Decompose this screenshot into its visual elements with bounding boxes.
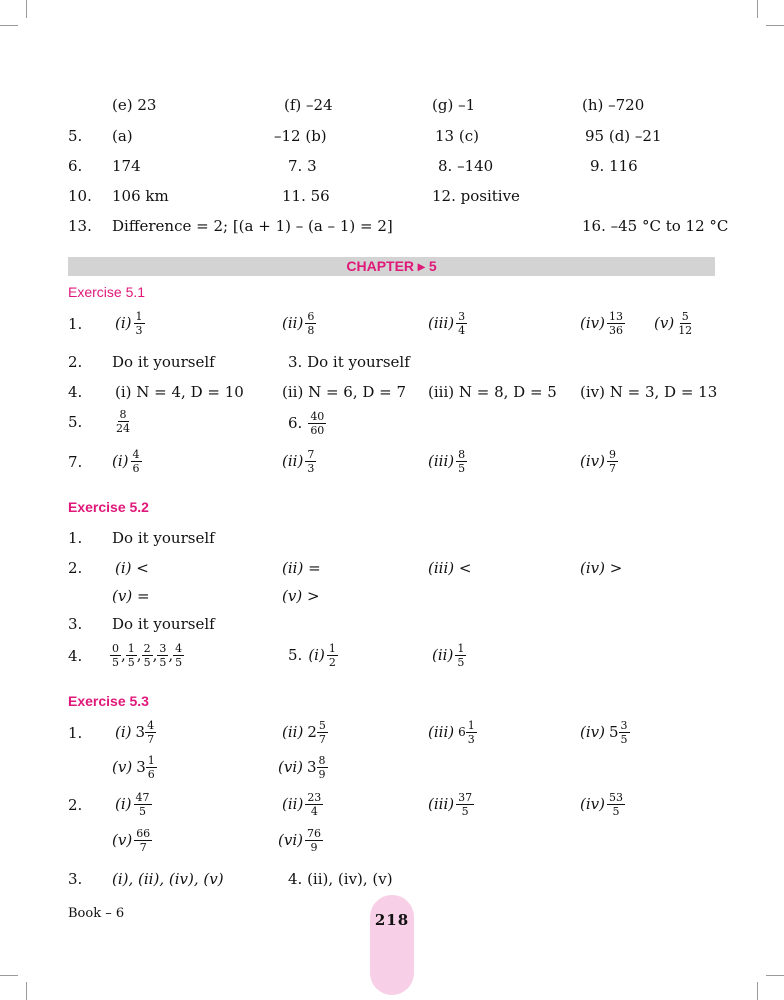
- answer-text: (iv) N = 3, D = 13: [580, 383, 718, 401]
- answer-cell: 174: [112, 157, 141, 175]
- fraction: $\frac{40}{60}$: [310, 409, 325, 437]
- whole-number: 3: [136, 758, 146, 776]
- question-number: 1.: [68, 529, 83, 547]
- part-label: (i): [112, 452, 129, 470]
- question-number: 2.: [68, 353, 83, 371]
- fraction: $\frac{13}{36}$: [608, 309, 623, 337]
- fraction: $\frac{4}{5}$: [175, 641, 183, 669]
- fraction: $\frac{4}{7}$: [147, 718, 155, 746]
- answer-text: (i), (ii), (iv), (v): [112, 870, 224, 888]
- part-label: (i): [308, 646, 325, 664]
- part-label: (iv): [580, 723, 605, 741]
- question-number: 7.: [68, 453, 83, 471]
- part-label: (v): [654, 314, 675, 332]
- book-label: Book – 6: [68, 906, 125, 921]
- fraction: $\frac{1}{6}$: [147, 753, 155, 781]
- fraction: $\frac{23}{4}$: [307, 790, 322, 818]
- part-label: (iv): [580, 314, 605, 332]
- crop-mark-bottom-right-h: [766, 975, 784, 976]
- fraction: $\frac{9}{7}$: [608, 447, 616, 475]
- part-label: (ii): [282, 452, 304, 470]
- question-number: 2.: [68, 796, 83, 814]
- part-label: (iii): [428, 452, 455, 470]
- part-label: (i): [115, 795, 132, 813]
- answer-text: (v) >: [282, 587, 320, 605]
- answer-cell: 9. 116: [590, 157, 638, 175]
- question-number: 5.: [288, 646, 303, 664]
- answer-cell: 95 (d) –21: [585, 127, 662, 145]
- fraction: $\frac{66}{7}$: [136, 826, 151, 854]
- question-number: 6.: [68, 157, 83, 175]
- fraction: $\frac{1}{2}$: [328, 641, 336, 669]
- answer-text: Do it yourself: [112, 615, 215, 633]
- fraction: $\frac{47}{5}$: [135, 790, 150, 818]
- answer-text: (iii) <: [428, 559, 472, 577]
- crop-mark-top-right: [757, 0, 758, 18]
- fraction: $\frac{4}{6}$: [132, 447, 140, 475]
- answer-text: 3. Do it yourself: [288, 353, 410, 371]
- answer-e: (e) 23: [112, 96, 157, 114]
- question-number: 6.: [288, 414, 303, 432]
- fraction: $\frac{3}{4}$: [458, 309, 466, 337]
- part-label: (i): [115, 723, 132, 741]
- part-label: (ii): [282, 314, 304, 332]
- fraction: $\frac{1}{3}$: [467, 718, 475, 746]
- fraction: $\frac{8}{9}$: [318, 753, 326, 781]
- answer-cell: 7. 3: [288, 157, 317, 175]
- question-number: 1.: [68, 724, 83, 742]
- part-label: (v): [112, 831, 133, 849]
- answer-cell: (a): [112, 127, 133, 145]
- question-number: 4.: [68, 647, 83, 665]
- question-number: 10.: [68, 187, 92, 205]
- fraction: $\frac{37}{5}$: [458, 790, 473, 818]
- crop-mark-top-left: [26, 0, 27, 18]
- part-label: (vi): [278, 831, 303, 849]
- exercise-5-2-heading: Exercise 5.2: [68, 499, 149, 515]
- fraction: $\frac{3}{5}$: [620, 718, 628, 746]
- whole-number: 5: [608, 723, 619, 741]
- part-label: (i): [115, 314, 132, 332]
- fraction: $\frac{1}{3}$: [135, 309, 143, 337]
- answer-cell: 106 km: [112, 187, 169, 205]
- answer-text: Do it yourself: [112, 529, 215, 547]
- answer-text: (i) <: [115, 559, 149, 577]
- exercise-5-1-heading: Exercise 5.1: [68, 284, 146, 300]
- answer-text: 4. (ii), (iv), (v): [288, 870, 393, 888]
- part-label: (iii): [428, 723, 455, 741]
- answer-cell: 13 (c): [435, 127, 479, 145]
- fraction: $\frac{5}{7}$: [318, 718, 326, 746]
- ordered-fractions: $\frac{0}{5}$ , $\frac{1}{5}$ , $\frac{2}{5}$ , $\frac{3}{5}$ , $\frac{4}{5}$: [112, 641, 183, 669]
- answer-text: Do it yourself: [112, 353, 215, 371]
- part-label: (iii): [428, 314, 455, 332]
- answer-cell: 11. 56: [282, 187, 330, 205]
- fraction: $\frac{7}{3}$: [307, 447, 315, 475]
- answer-text: (ii) =: [282, 559, 321, 577]
- crop-mark-bottom-left-h: [0, 975, 18, 976]
- chapter-header-bar: [68, 257, 715, 276]
- part-label: (iv): [580, 452, 605, 470]
- fraction: $\frac{5}{12}$: [678, 309, 693, 337]
- whole-number: 3: [306, 758, 317, 776]
- answer-text: (iii) N = 8, D = 5: [428, 383, 557, 401]
- exercise-5-3-heading: Exercise 5.3: [68, 693, 149, 709]
- whole-number: 6: [458, 725, 466, 739]
- answer-h: (h) –720: [582, 96, 645, 114]
- question-number: 4.: [68, 383, 83, 401]
- answer-cell: –12 (b): [274, 127, 327, 145]
- page-number-badge: [370, 895, 414, 995]
- fraction: $\frac{6}{8}$: [307, 309, 315, 337]
- question-number: 1.: [68, 315, 83, 333]
- fraction: $\frac{76}{9}$: [306, 826, 321, 854]
- crop-mark-top-left-h: [0, 25, 18, 26]
- question-number: 2.: [68, 559, 83, 577]
- part-label: (ii): [432, 646, 454, 664]
- answer-cell: Difference = 2; [(a + 1) – (a – 1) = 2]: [112, 217, 393, 235]
- fraction: $\frac{53}{5}$: [608, 790, 623, 818]
- part-label: (vi): [278, 758, 303, 776]
- answer-g: (g) –1: [432, 96, 476, 114]
- answer-text: (iv) >: [580, 559, 623, 577]
- answer-text: (i) N = 4, D = 10: [115, 383, 244, 401]
- part-label: (ii): [282, 723, 304, 741]
- fraction: $\frac{0}{5}$: [112, 641, 119, 669]
- part-label: (v): [112, 758, 133, 776]
- answer-cell: 12. positive: [432, 187, 520, 205]
- fraction: $\frac{1}{5}$: [127, 641, 135, 669]
- question-number: 13.: [68, 217, 92, 235]
- answer-cell: 8. –140: [438, 157, 494, 175]
- answer-text: (v) =: [112, 587, 150, 605]
- answer-text: (ii) N = 6, D = 7: [282, 383, 407, 401]
- fraction: $\frac{3}{5}$: [159, 641, 167, 669]
- question-number: 3.: [68, 870, 83, 888]
- page-number: 218: [374, 911, 410, 929]
- fraction: $\frac{8}{5}$: [458, 447, 466, 475]
- whole-number: 3: [135, 723, 146, 741]
- part-label: (iv): [580, 795, 605, 813]
- crop-mark-bottom-right: [757, 982, 758, 1000]
- question-number: 5.: [68, 127, 83, 145]
- fraction: $\frac{1}{5}$: [457, 641, 465, 669]
- part-label: (iii): [428, 795, 455, 813]
- chapter-title: CHAPTER ▸ 5: [346, 258, 437, 274]
- fraction: $\frac{2}{5}$: [143, 641, 151, 669]
- crop-mark-top-right-h: [766, 25, 784, 26]
- fraction: $\frac{8}{24}$: [116, 407, 130, 435]
- answer-cell: 16. –45 °C to 12 °C: [582, 217, 729, 235]
- crop-mark-bottom-left: [26, 982, 27, 1000]
- question-number: 5.: [68, 413, 83, 431]
- whole-number: 2: [307, 723, 317, 741]
- part-label: (ii): [282, 795, 304, 813]
- question-number: 3.: [68, 615, 83, 633]
- answer-f: (f) –24: [284, 96, 333, 114]
